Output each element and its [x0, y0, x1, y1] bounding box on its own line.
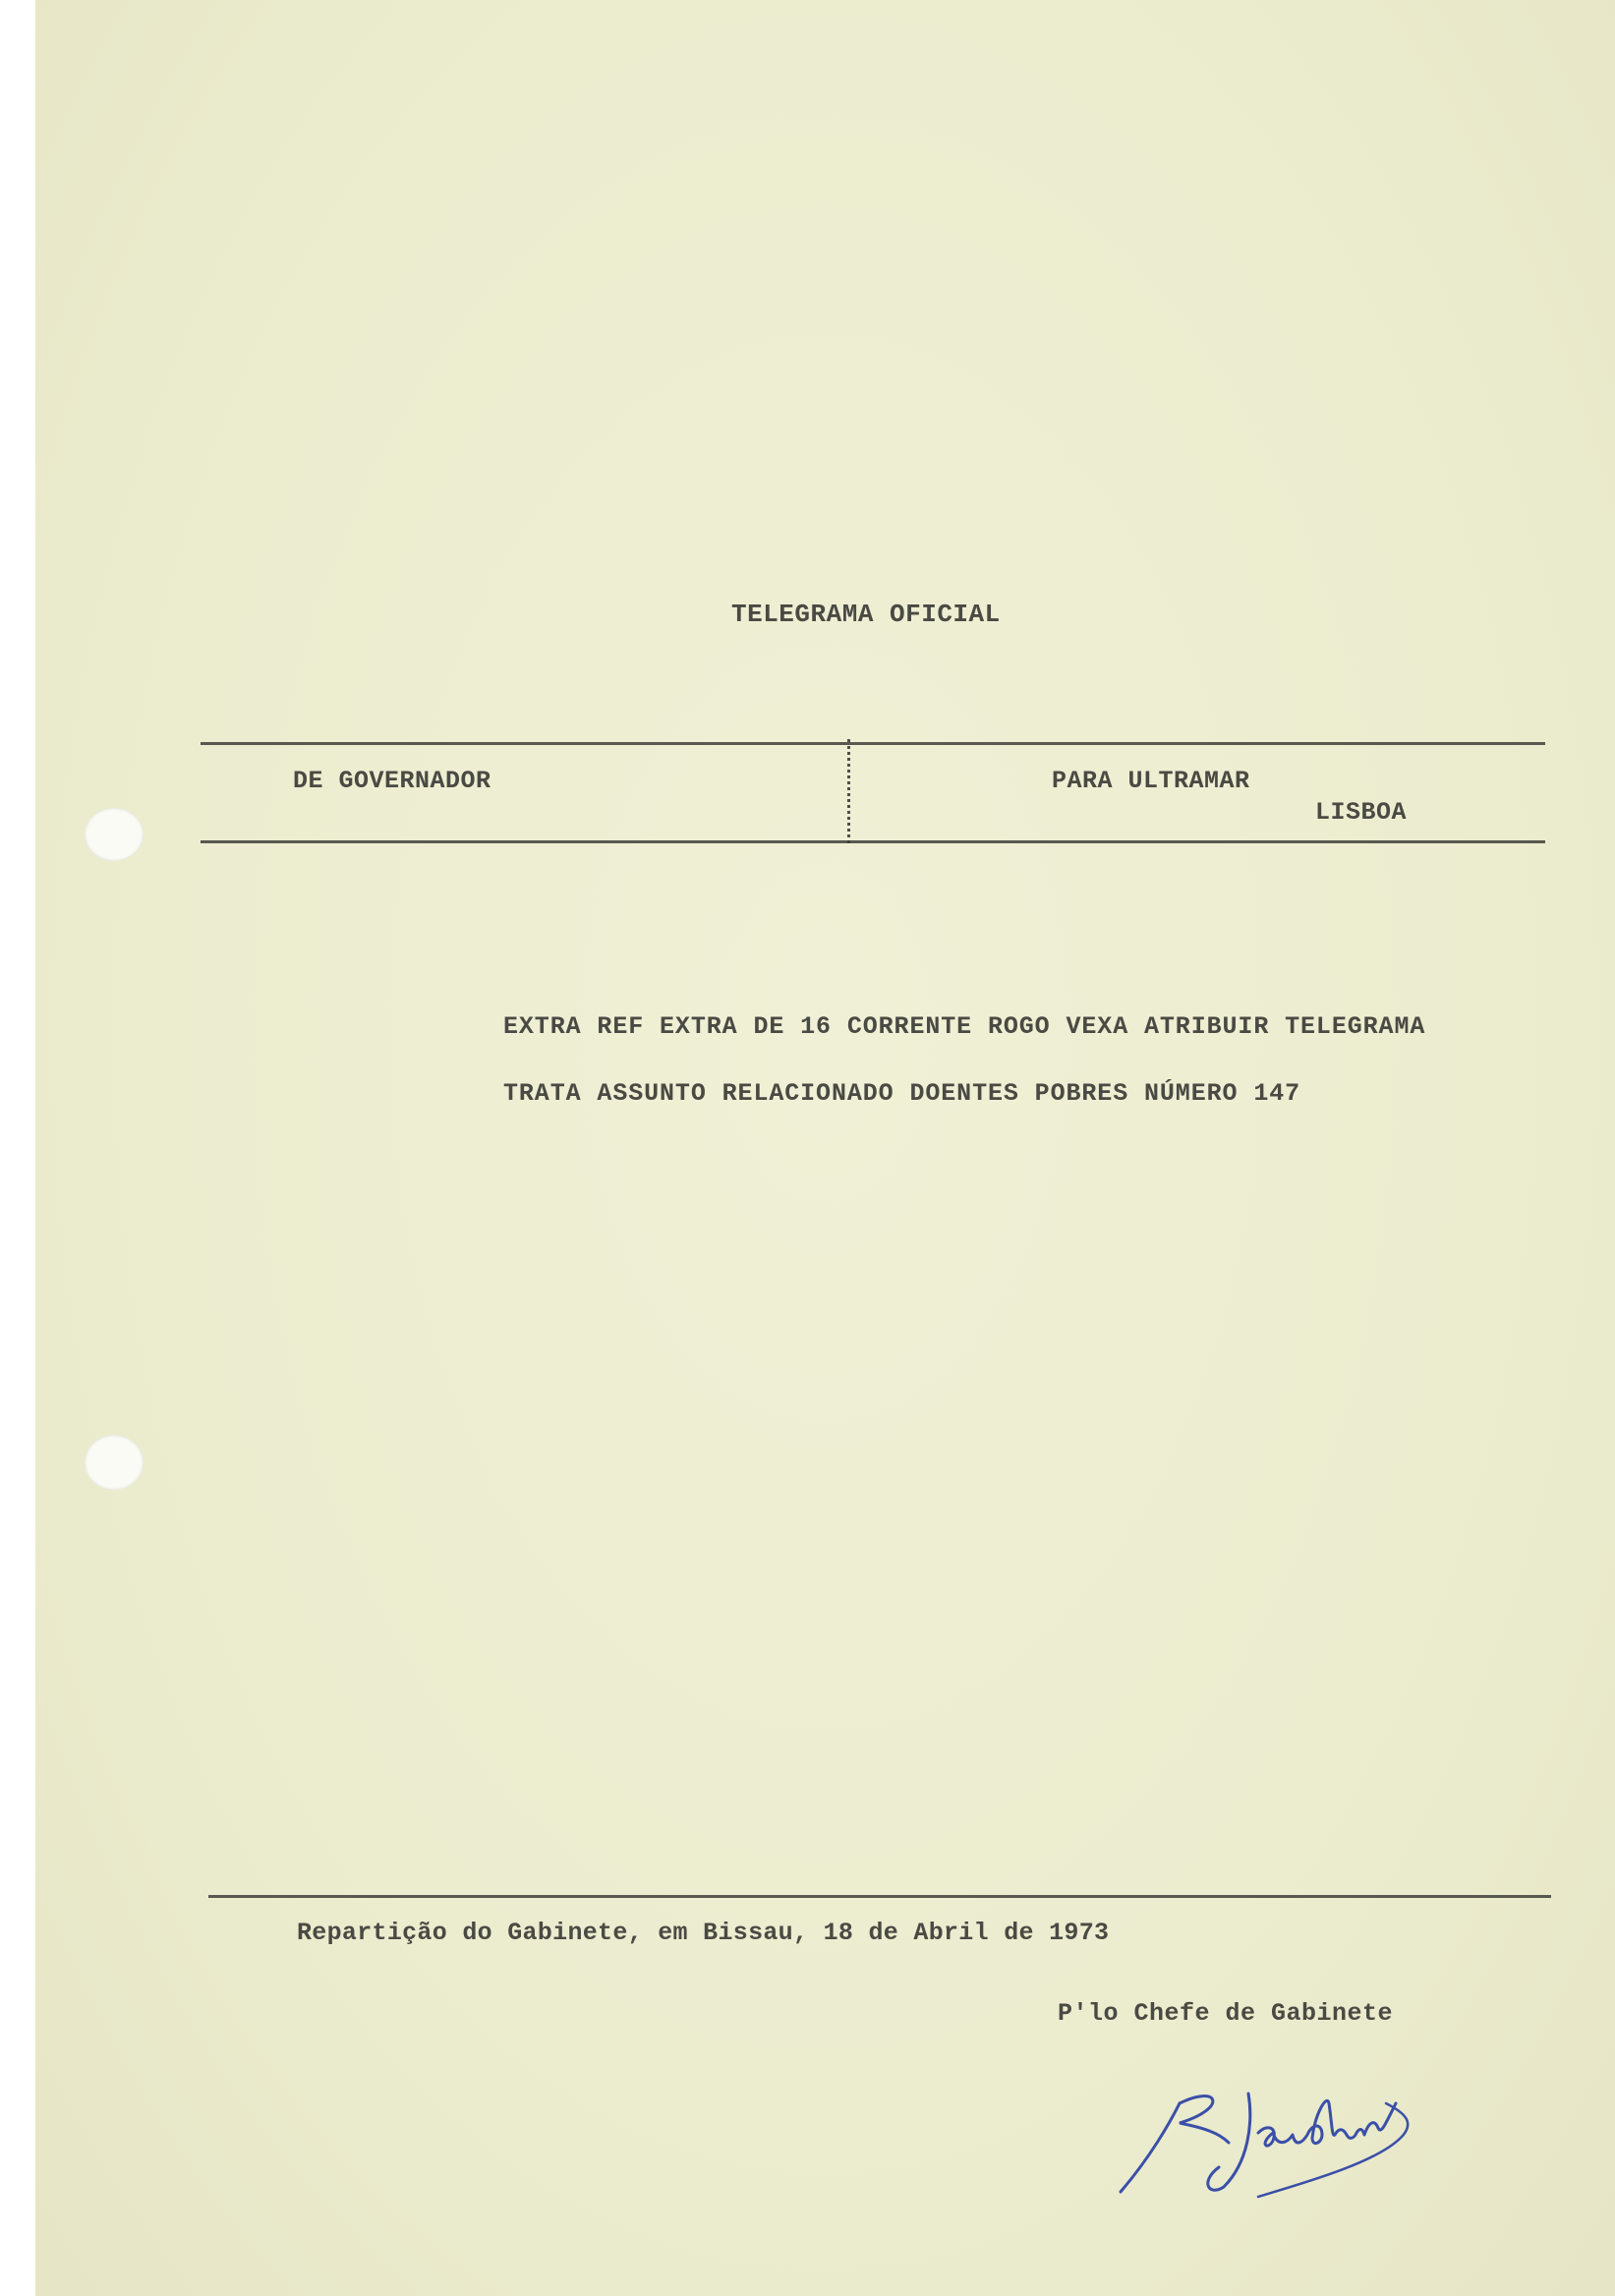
document-title: TELEGRAMA OFICIAL	[731, 600, 1001, 629]
message-line-2: TRATA ASSUNTO RELACIONADO DOENTES POBRES NÚMERO 147	[503, 1079, 1301, 1108]
footer-rule	[208, 1895, 1551, 1898]
recipient-field: PARA ULTRAMAR	[1052, 767, 1250, 795]
header-column-divider	[847, 739, 850, 843]
punch-hole-top	[85, 808, 144, 861]
sender-field: DE GOVERNADOR	[293, 767, 491, 795]
handwritten-signature	[1111, 2064, 1425, 2202]
recipient-city: LISBOA	[1315, 798, 1408, 827]
telegram-sheet	[35, 0, 1615, 2296]
punch-hole-bottom	[85, 1435, 144, 1490]
footer-signatory: P'lo Chefe de Gabinete	[1058, 1999, 1394, 2028]
footer-place-date: Repartição do Gabinete, em Bissau, 18 de Abril de 1973	[297, 1919, 1110, 1947]
header-top-rule	[201, 742, 1545, 745]
message-line-1: EXTRA REF EXTRA DE 16 CORRENTE ROGO VEXA ATRIBUIR TELEGRAMA	[503, 1012, 1426, 1041]
header-bottom-rule	[201, 840, 1545, 843]
